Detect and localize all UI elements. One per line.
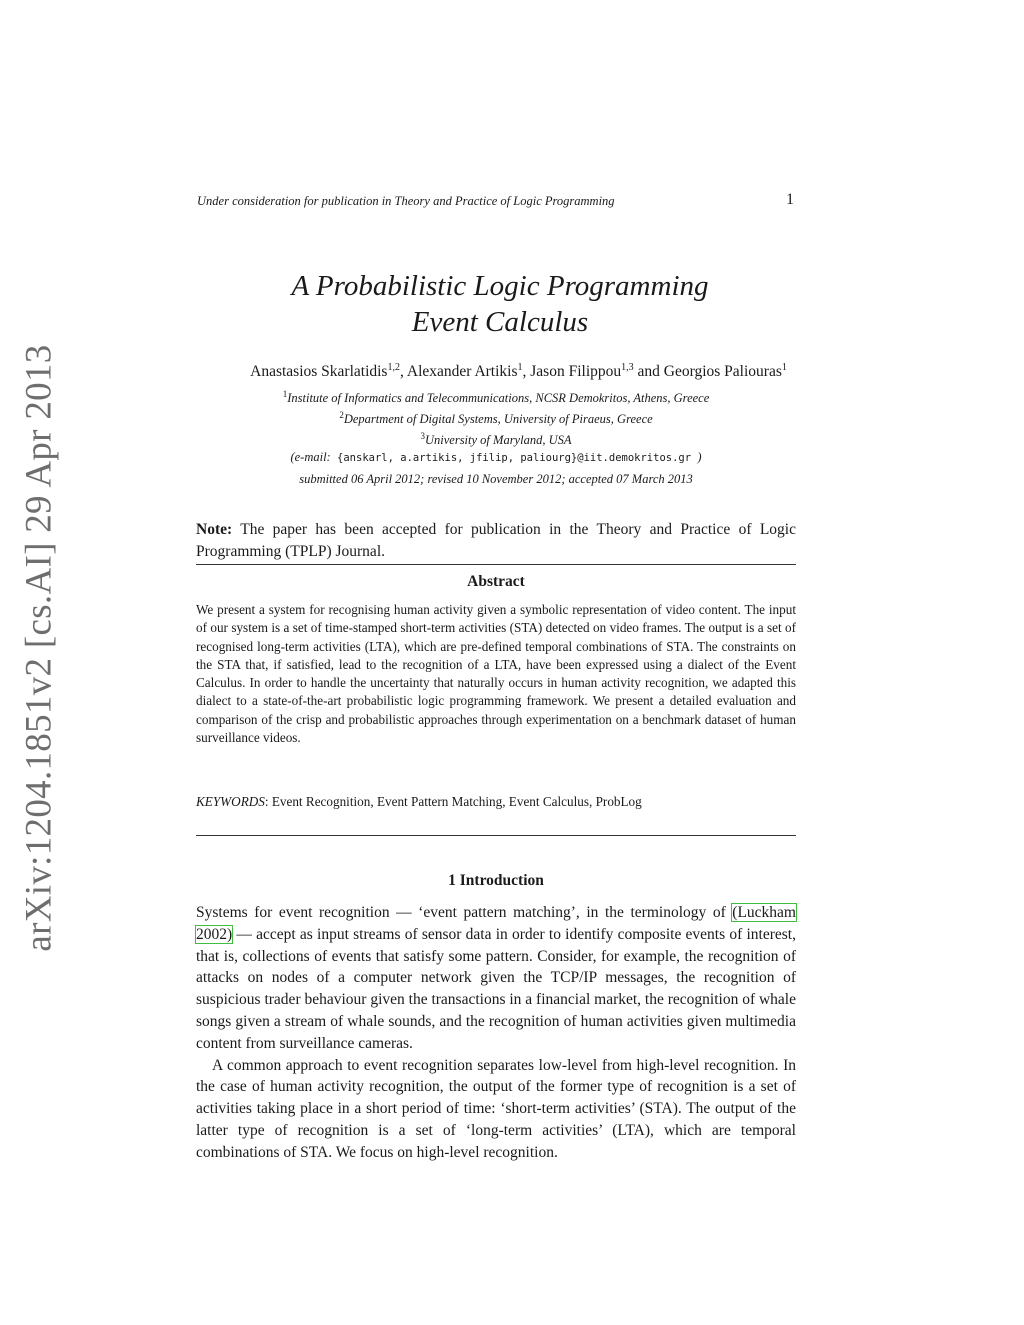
email-open-paren: ( bbox=[290, 450, 295, 465]
affiliation-line bbox=[196, 407, 796, 428]
author-list bbox=[196, 362, 841, 381]
email-close-paren: ) bbox=[697, 450, 702, 465]
paper-title bbox=[180, 268, 820, 340]
page-number: 1 bbox=[786, 191, 794, 208]
author-name: Jason Filippou bbox=[530, 363, 622, 381]
author-affil-mark: 1 bbox=[781, 362, 787, 373]
divider bbox=[196, 835, 796, 836]
paragraph-text: Systems for event recognition — ‘event pattern matching’, in the terminology of bbox=[196, 904, 733, 921]
introduction-body bbox=[196, 902, 796, 1164]
abstract-body: We present a system for recognising human activity given a symbolic representation of video content. The input of our system is a set of time-stamped short-term activities (STA) detected on video frames. The output is a set of recognised long-term activities (LTA), which are pre-defined temporal combinations of STA. The constraints on the STA that, if satisfied, lead to the recognition of a LTA, have been expressed using a dialect of the Event Calculus. In order to handle the uncertainty that naturally occurs in human activity recognition, we adapted this dialect to a state-of-the-art probabilistic logic programming framework. We present a detailed evaluation and comparison of the crisp and probabilistic approaches through experimentation on a benchmark dataset of human surveillance videos. bbox=[196, 602, 796, 746]
affiliation-mark: 1 bbox=[282, 389, 288, 399]
note-text: The paper has been accepted for publication in the Theory and Practice of Logic Programming (TPLP) Journal. bbox=[196, 521, 796, 560]
citation-link[interactable]: (Luckham 2002) bbox=[196, 904, 796, 943]
email-addresses[interactable]: {anskarl, a.artikis, jfilip, paliourg}@iit.demokritos.gr bbox=[330, 452, 698, 465]
keywords bbox=[196, 794, 796, 810]
paragraph-text: — accept as input streams of sensor data in order to identify composite events of interest, that is, collections of events that satisfy some pattern. Consider, for example, the recognition of attacks on nodes of a computer network given the TCP/IP messages, the recognition of suspicious trader behaviour given the transactions in a financial market, the recognition of whale songs given a stream of whale sounds, and the recognition of human activities given multimedia content from surveillance cameras. bbox=[196, 925, 796, 1052]
publication-note bbox=[196, 519, 796, 563]
author-name: Georgios Paliouras bbox=[663, 363, 782, 381]
affiliation-mark: 3 bbox=[420, 431, 425, 442]
author-affil-mark: 1,2 bbox=[387, 362, 400, 373]
affiliation-text: University of Maryland, USA bbox=[424, 433, 572, 448]
author-name: Anastasios Skarlatidis bbox=[250, 363, 388, 381]
email-line bbox=[196, 449, 796, 467]
submission-dates: submitted 06 April 2012; revised 10 November 2012; accepted 07 March 2013 bbox=[299, 472, 693, 486]
keywords-label: KEYWORDS bbox=[196, 794, 265, 809]
section-heading: 1 Introduction bbox=[448, 872, 544, 889]
author-separator: , bbox=[522, 363, 531, 381]
author-separator: and bbox=[633, 363, 664, 381]
author-separator: , bbox=[399, 363, 407, 381]
author-affil-mark: 1,3 bbox=[621, 362, 634, 373]
affiliation-line bbox=[196, 386, 796, 407]
affiliations bbox=[196, 386, 796, 467]
keywords-text: : Event Recognition, Event Pattern Matching, Event Calculus, ProbLog bbox=[264, 794, 642, 809]
title-line-2: Event Calculus bbox=[411, 306, 589, 338]
divider bbox=[196, 564, 796, 565]
paragraph bbox=[196, 902, 796, 1055]
affiliation-text: Institute of Informatics and Telecommunications, NCSR Demokritos, Athens, Greece bbox=[287, 391, 710, 406]
affiliation-text: Department of Digital Systems, University of Piraeus, Greece bbox=[343, 412, 653, 427]
affiliation-mark: 2 bbox=[339, 410, 344, 421]
email-label: e-mail: bbox=[294, 450, 331, 465]
affiliation-line bbox=[196, 428, 796, 449]
title-line-1: A Probabilistic Logic Programming bbox=[291, 270, 709, 302]
note-label: Note: bbox=[196, 521, 233, 538]
author-affil-mark: 1 bbox=[517, 362, 523, 373]
arxiv-identifier: arXiv:1204.1851v2 [cs.AI] 29 Apr 2013 bbox=[18, 344, 60, 952]
abstract-heading: Abstract bbox=[467, 573, 525, 590]
author-name: Alexander Artikis bbox=[406, 363, 518, 381]
running-head: Under consideration for publication in Theory and Practice of Logic Programming bbox=[197, 194, 615, 208]
paragraph: A common approach to event recognition separates low-level from high-level recognition. In the case of human activity recognition, the output of the former type of recognition is a set of activities taking place in a short period of time: ‘short-term activities’ (STA). The output of the latter type of recognition is a set of ‘long-term activities’ (LTA), which are temporal combinations of STA. We focus on high-level recognition. bbox=[196, 1056, 796, 1161]
